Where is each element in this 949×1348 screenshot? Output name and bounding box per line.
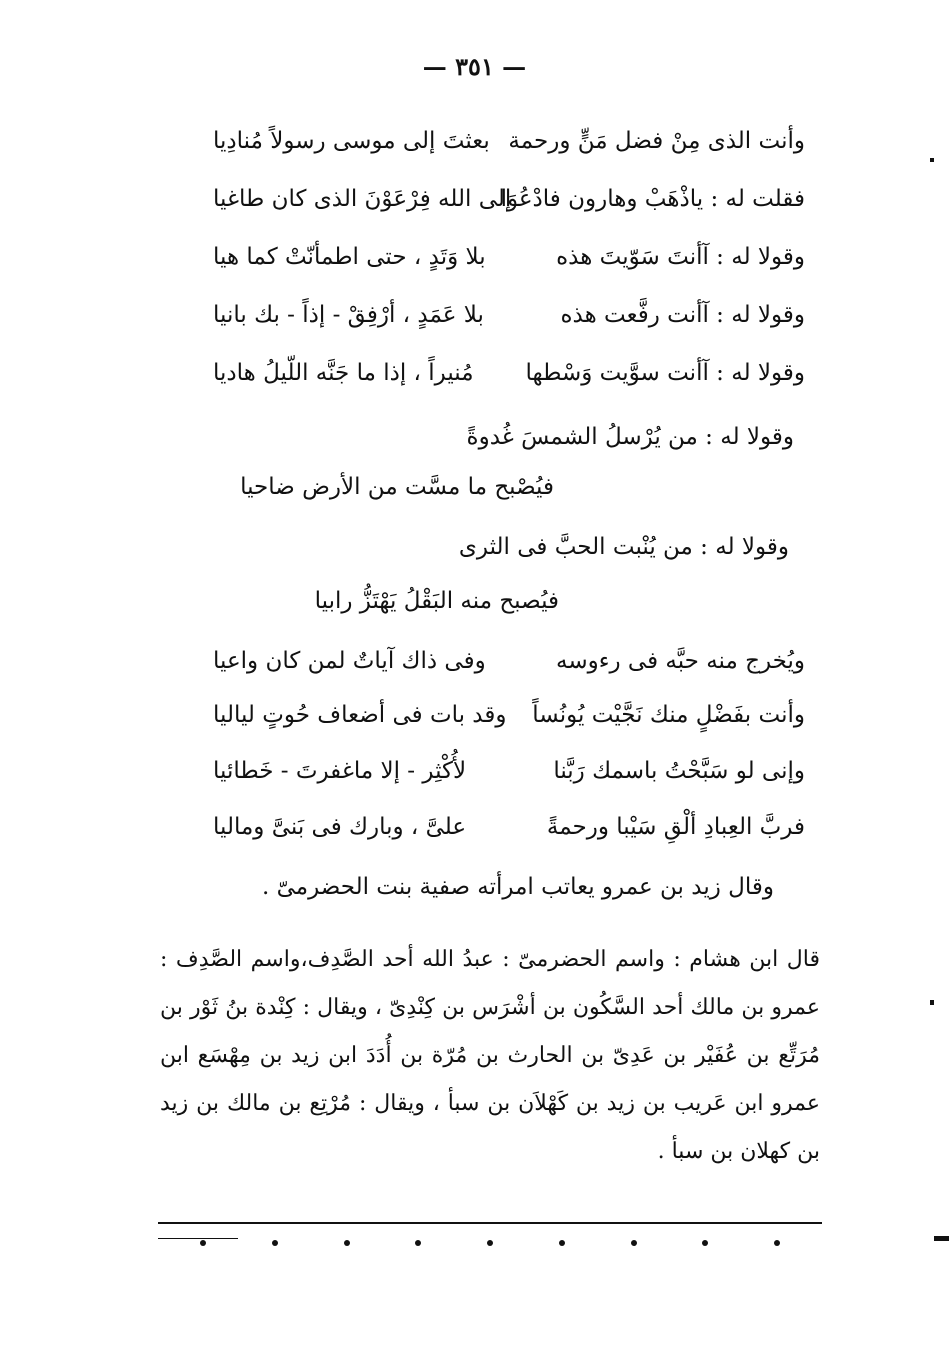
verse-first-hemistich: وأنت بفَضْلٍ منك نَجَّيْت يُونُساً	[532, 702, 805, 728]
verse-second-hemistich: لأُكْثِر - إلا ماغفرتَ - خَطائيا	[213, 758, 467, 784]
dot-ornament	[487, 1240, 493, 1246]
dot-ornament	[272, 1240, 278, 1246]
verse-first-hemistich: ويُخرج منه حبَّه فى رءوسه	[555, 648, 805, 674]
scan-edge-mark	[934, 1236, 949, 1241]
scan-speck	[930, 1000, 934, 1005]
verse-first-hemistich: فربَّ العِبادِ ألْقِ سَيْبا ورحمةً	[546, 814, 805, 840]
verse-second-hemistich: إلى الله فِرْعَوْنَ الذى كان طاغيا	[213, 186, 512, 212]
verse-second-hemistich: وفى ذاك آياتٌ لمن كان واعيا	[213, 648, 486, 674]
prose-paragraph	[160, 936, 820, 1176]
dot-ornament	[631, 1240, 637, 1246]
verse-second-hemistich: وقد بات فى أضعاف حُوتٍ لياليا	[213, 702, 507, 728]
verse-line	[195, 174, 805, 224]
verse-second-hemistich: فيُصبح منه البَقْلُ يَهْتَزُّ رابيا	[314, 588, 559, 614]
verse-line	[195, 690, 805, 740]
verse-line	[195, 232, 805, 282]
dot-ornament	[344, 1240, 350, 1246]
verse-first-hemistich: وقولا له : آأنت رفَّعت هذه	[560, 302, 805, 328]
verse-line	[195, 116, 805, 166]
verse-line	[195, 802, 805, 852]
closing-line: وقال زيد بن عمرو يعاتب امرأته صفية بنت الحضرمىّ .	[262, 874, 774, 900]
dot-ornament	[559, 1240, 565, 1246]
verse-line	[195, 746, 805, 796]
verse-first-hemistich: وأنت الذى مِنْ فضل مَنٍّ ورحمة	[508, 128, 805, 154]
dot-ornament	[702, 1240, 708, 1246]
verse-first-hemistich: فقلت له : ياذْهَبْ وهارون فادْعُوَا	[500, 186, 805, 212]
verse-first-hemistich: وقولا له : من يُنْبت الحبَّ فى الثرى	[458, 534, 789, 560]
prose-text: قال ابن هشام : واسم الحضرمىّ : عبدُ الله أحد الصَّدِف،واسم الصَّدِف : عمرو بن مالك أحد السَّكُون بن أشْرَس بن كِنْدِىّ ، ويقال : كِنْدة بنُ ثَوْر بن مُرَتِّع بن عُفَيْر بن عَدِىّ بن الحارث بن مُرّة بن أُدَدَ ابن زيد بن مِهْسَع ابن عمرو ابن عَريب بن زيد بن كَهْلاَن بن سبأ ، ويقال : مُرْتِع بن مالك بن زيد بن كهلان بن سبأ .	[160, 947, 820, 1164]
footer-dots	[200, 1240, 780, 1246]
verse-second-hemistich: علىَّ ، وبارك فى بَنىَّ وماليا	[213, 814, 467, 840]
verse-line	[195, 348, 805, 398]
verse-second-hemistich: بلا عَمَدٍ ، أرْفِقْ - إذاً - بك بانيا	[213, 302, 484, 328]
dot-ornament	[415, 1240, 421, 1246]
verse-line	[195, 290, 805, 340]
footer-rule	[158, 1222, 822, 1224]
verse-second-hemistich: فيُصْبح ما مسَّت من الأرض ضاحيا	[240, 474, 554, 500]
verse-first-hemistich: وإنى لو سَبَّحْتُ باسمك رَبَّنا	[553, 758, 805, 784]
scan-speck	[930, 158, 934, 162]
verse-second-hemistich: بعثتَ إلى موسى رسولاً مُنادِيا	[213, 128, 490, 154]
page-number: — ٣٥١ —	[422, 52, 527, 81]
footer-short-rule	[158, 1238, 238, 1239]
verse-second-hemistich: مُنيراً ، إذا ما جَنَّه اللّيلُ هاديا	[213, 360, 474, 386]
dot-ornament	[774, 1240, 780, 1246]
verse-first-hemistich: وقولا له : آأنت سوَّيت وَسْطها	[525, 360, 805, 386]
verse-second-hemistich: بلا وَتَدٍ ، حتى اطمأنّتْ كما هيا	[213, 244, 486, 270]
verse-first-hemistich: وقولا له : آأنتَ سَوّيتَ هذه	[556, 244, 805, 270]
verse-line	[195, 636, 805, 686]
dot-ornament	[200, 1240, 206, 1246]
verse-first-hemistich: وقولا له : من يُرْسلُ الشمسَ غُدوةً	[466, 424, 794, 450]
